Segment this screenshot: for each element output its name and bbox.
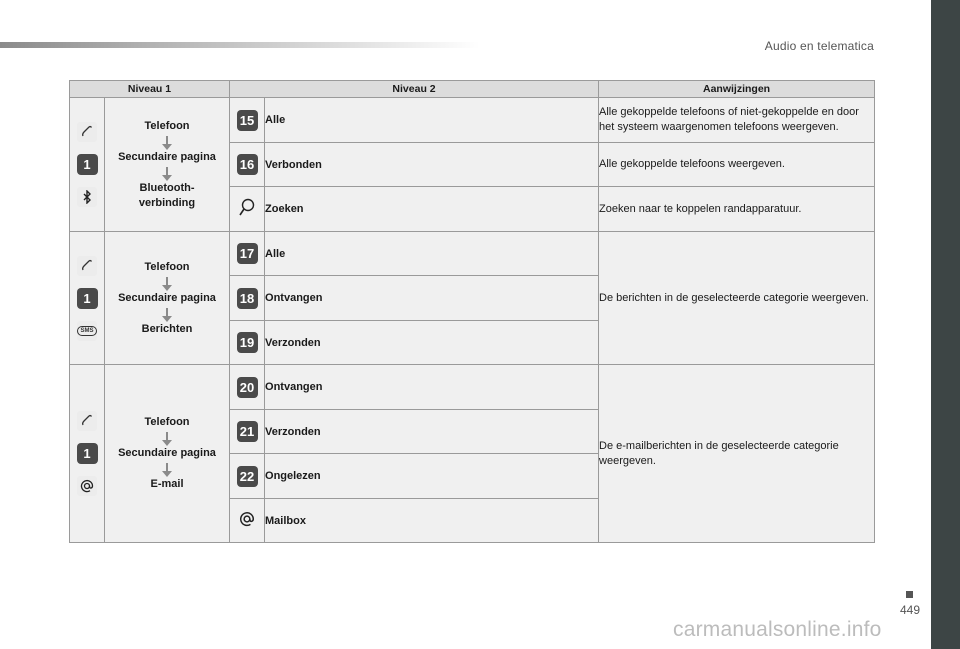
sms-icon [77,321,97,341]
phone-icon [77,256,97,276]
badge-1: 1 [77,154,98,175]
header-niveau-2: Niveau 2 [230,81,599,98]
page-marker [906,591,913,598]
flow-arrow [166,308,168,317]
badge-20: 20 [237,377,258,398]
badge-1: 1 [77,443,98,464]
flow-item-berichten: Berichten [141,322,193,335]
row-label: Zoeken [265,187,599,232]
row-label: Verbonden [265,143,599,187]
menu-table [69,80,875,543]
badge-22: 22 [237,466,258,487]
badge-16: 16 [237,154,258,175]
at-icon [77,476,97,496]
row-label: Mailbox [265,499,599,543]
flow-item-telefoon: Telefoon [144,119,190,132]
row-label: Ontvangen [265,365,599,410]
header-niveau-1: Niveau 1 [70,81,230,98]
level1-icons-bluetooth [70,98,105,232]
flow-item-telefoon: Telefoon [144,416,190,428]
flow-arrow [166,136,168,145]
level1-flow-bluetooth [105,98,230,232]
row-label: Ontvangen [265,276,599,321]
header-aanwijzingen: Aanwijzingen [599,81,875,98]
row-label: Verzonden [265,410,599,454]
sms-icon-text: SMS [77,326,96,336]
flow-arrow [166,277,168,286]
level1-icons-berichten [70,232,105,365]
table-row [70,232,875,276]
flow-item-email: E-mail [150,478,184,490]
table-header-row [70,81,875,98]
bluetooth-icon [77,187,97,207]
row-label: Alle [265,232,599,276]
badge-15: 15 [237,110,258,131]
flow-item-secundaire-pagina: Secundaire pagina [118,150,216,163]
level1-flow-email [105,365,230,543]
row-note: Alle gekoppelde telefoons weergeven. [599,143,875,187]
at-icon [239,518,255,530]
row-note: De berichten in de geselecteerde categorie weergeven. [599,232,875,365]
chapter-sidebar [931,0,960,649]
level1-flow-berichten [105,232,230,365]
flow-item-bluetooth-verbinding: Bluetooth-verbinding [138,181,196,209]
row-note: Alle gekoppelde telefoons of niet-gekoppelde en door het systeem waargenomen telefoons weergeven. [599,98,875,143]
flow-item-secundaire-pagina: Secundaire pagina [118,291,216,304]
page-number: 449 [900,603,921,617]
phone-icon [77,411,97,431]
row-note: Zoeken naar te koppelen randapparatuur. [599,187,875,232]
row-label: Verzonden [265,321,599,365]
search-icon [238,209,256,221]
row-note: De e-mailberichten in de geselecteerde categorie weergeven. [599,365,875,543]
table-row [70,98,875,143]
flow-item-telefoon: Telefoon [144,260,190,273]
flow-arrow [166,432,168,441]
table-row [70,365,875,410]
level1-icons-email [70,365,105,543]
flow-item-secundaire-pagina: Secundaire pagina [118,447,216,459]
badge-17: 17 [237,243,258,264]
badge-19: 19 [237,332,258,353]
flow-arrow [166,463,168,472]
badge-18: 18 [237,288,258,309]
row-label: Alle [265,98,599,143]
flow-arrow [166,167,168,176]
badge-21: 21 [237,421,258,442]
phone-icon [77,122,97,142]
badge-1: 1 [77,288,98,309]
header-gradient-bar [0,42,480,48]
watermark: carmanualsonline.info [673,618,882,641]
section-title: Audio en telematica [764,39,874,53]
row-label: Ongelezen [265,454,599,499]
